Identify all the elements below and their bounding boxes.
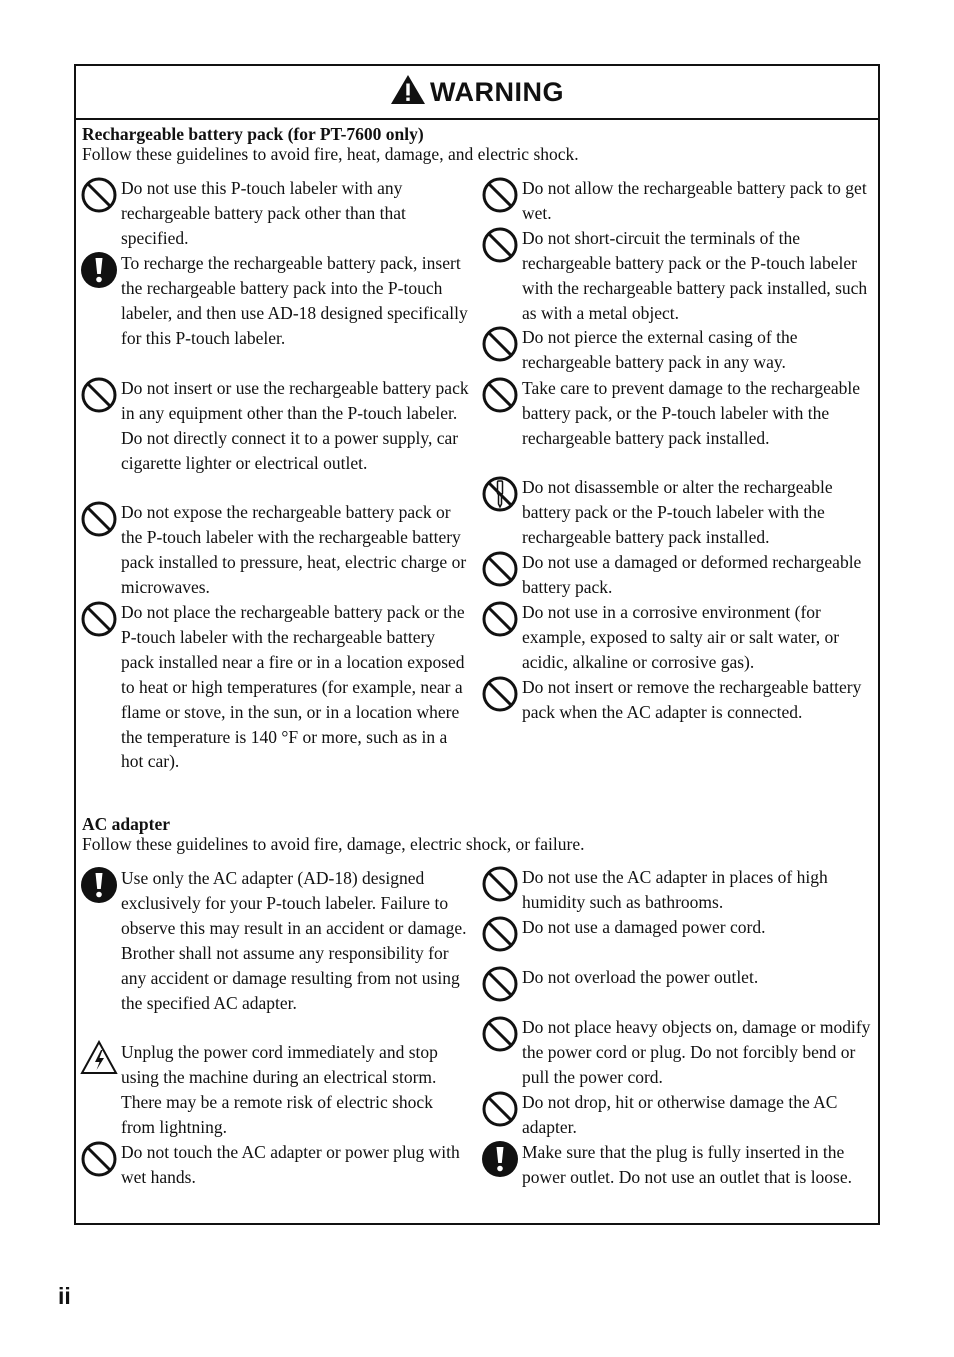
ac-right-item-5 bbox=[481, 1090, 874, 1140]
item-text: Use only the AC adapter (AD-18) designed exclusively for your P-touch labeler. Failure to observe this may result in an accident or damage. Brother shall not assume any responsibility for any accident or damage resulting from not using the specified AC adapter. bbox=[121, 868, 467, 1013]
item-text: Do not short-circuit the terminals of the rechargeable battery pack or the P-touch labeler with the rechargeable battery pack installed, such as with a metal object. bbox=[522, 228, 868, 323]
item-text: Do not use this P-touch labeler with any rechargeable battery pack other than that specified. bbox=[121, 178, 406, 248]
ac-left-item-1 bbox=[80, 866, 470, 1015]
item-text: Do not use in a corrosive environment (for example, exposed to salty air or salt water, or acidic, alkaline or corrosive gas). bbox=[522, 602, 840, 672]
item-text: Do not touch the AC adapter or power plug with wet hands. bbox=[121, 1142, 460, 1187]
battery-right-item-8 bbox=[481, 675, 874, 725]
item-text: Do not insert or remove the rechargeable battery pack when the AC adapter is connected. bbox=[522, 677, 862, 722]
item-text: Do not use a damaged or deformed rechargeable battery pack. bbox=[522, 552, 862, 597]
ac-section-title: AC adapter bbox=[82, 814, 170, 834]
battery-left-item-5 bbox=[80, 600, 470, 774]
battery-right-item-7 bbox=[481, 600, 874, 675]
battery-left-item-3 bbox=[80, 376, 470, 476]
warning-title: WARNING bbox=[430, 76, 564, 107]
item-text: Do not drop, hit or otherwise damage the AC adapter. bbox=[522, 1092, 838, 1137]
warning-header bbox=[76, 66, 878, 120]
battery-left-item-4 bbox=[80, 500, 470, 600]
ac-right-item-2 bbox=[481, 915, 874, 940]
item-text: Do not pierce the external casing of the rechargeable battery pack in any way. bbox=[522, 327, 798, 372]
battery-section-intro: Follow these guidelines to avoid fire, heat, damage, and electric shock. bbox=[82, 144, 579, 164]
item-text: Make sure that the plug is fully inserted in the power outlet. Do not use an outlet that is loose. bbox=[522, 1142, 853, 1187]
ac-right-item-3 bbox=[481, 965, 874, 990]
warning-box bbox=[74, 64, 880, 1225]
battery-right-item-2 bbox=[481, 226, 874, 326]
item-text: Do not use a damaged power cord. bbox=[522, 917, 766, 937]
battery-right-item-4 bbox=[481, 376, 874, 451]
ac-left-item-3 bbox=[80, 1140, 470, 1190]
page-number: ii bbox=[58, 1283, 71, 1309]
item-text: To recharge the rechargeable battery pack, insert the rechargeable battery pack into the P-touch labeler, and then use AD-18 designed specifically for this P-touch labeler. bbox=[121, 253, 468, 348]
item-text: Do not place heavy objects on, damage or modify the power cord or plug. Do not forcibly bend or pull the power cord. bbox=[522, 1017, 871, 1087]
item-text: Do not disassemble or alter the rechargeable battery pack or the P-touch labeler with the rechargeable battery pack installed. bbox=[522, 477, 833, 547]
battery-right-item-5 bbox=[481, 475, 874, 550]
item-text: Do not allow the rechargeable battery pack to get wet. bbox=[522, 178, 867, 223]
battery-right-item-6 bbox=[481, 550, 874, 600]
battery-section-title: Rechargeable battery pack (for PT-7600 only) bbox=[82, 124, 424, 144]
battery-left-item-1 bbox=[80, 176, 470, 251]
ac-right-item-6 bbox=[481, 1140, 874, 1190]
item-text: Do not overload the power outlet. bbox=[522, 967, 759, 987]
item-text: Do not use the AC adapter in places of high humidity such as bathrooms. bbox=[522, 867, 828, 912]
item-text: Do not insert or use the rechargeable battery pack in any equipment other than the P-touch labeler. Do not directly connect it to a power supply, car cigarette lighter or electrical outlet. bbox=[121, 378, 469, 473]
item-text: Do not place the rechargeable battery pack or the P-touch labeler with the rechargeable battery pack installed near a fire or in a location exposed to heat or high temperatures (for example, near a flame or stove, in the sun, or in a location where the temperature is 140 °F or more, such as in a hot car). bbox=[121, 602, 465, 772]
ac-right-item-1 bbox=[481, 865, 874, 915]
ac-left-item-2 bbox=[80, 1040, 470, 1140]
battery-right-item-1 bbox=[481, 176, 874, 226]
item-text: Do not expose the rechargeable battery pack or the P-touch labeler with the rechargeable battery pack installed to pressure, heat, electric charge or microwaves. bbox=[121, 502, 467, 597]
battery-left-item-2 bbox=[80, 251, 470, 351]
warning-triangle-icon bbox=[390, 74, 426, 110]
item-text: Unplug the power cord immediately and stop using the machine during an electrical storm. There may be a remote risk of electric shock from lightning. bbox=[121, 1042, 438, 1137]
item-text: Take care to prevent damage to the rechargeable battery pack, or the P-touch labeler with the rechargeable battery pack installed. bbox=[522, 378, 861, 448]
battery-right-item-3 bbox=[481, 325, 874, 375]
ac-right-item-4 bbox=[481, 1015, 874, 1090]
ac-section-intro: Follow these guidelines to avoid fire, damage, electric shock, or failure. bbox=[82, 834, 585, 854]
